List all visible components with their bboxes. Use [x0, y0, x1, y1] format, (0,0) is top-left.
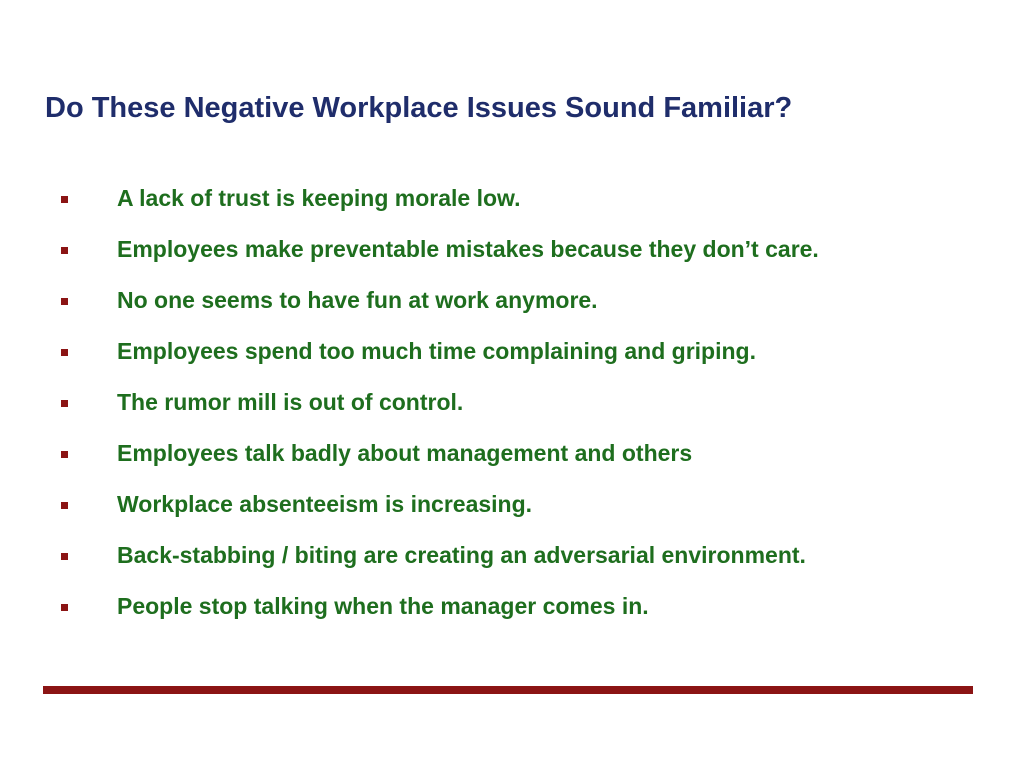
bullet-item [0, 277, 1024, 328]
bullet-item [0, 226, 1024, 277]
square-bullet-icon [61, 604, 68, 611]
bullet-item [0, 583, 1024, 634]
bullet-text: A lack of trust is keeping morale low. [117, 185, 521, 211]
bullet-list [0, 175, 1024, 634]
square-bullet-icon [61, 349, 68, 356]
bullet-item [0, 532, 1024, 583]
bullet-text: Back-stabbing / biting are creating an adversarial environment. [117, 542, 806, 568]
square-bullet-icon [61, 196, 68, 203]
bullet-text: The rumor mill is out of control. [117, 389, 464, 415]
slide-title: Do These Negative Workplace Issues Sound Familiar? [45, 92, 793, 124]
bullet-item [0, 175, 1024, 226]
square-bullet-icon [61, 451, 68, 458]
bullet-item [0, 328, 1024, 379]
square-bullet-icon [61, 247, 68, 254]
bullet-text: Workplace absenteeism is increasing. [117, 491, 533, 517]
bullet-item [0, 379, 1024, 430]
bullet-text: Employees spend too much time complaining and griping. [117, 338, 756, 364]
square-bullet-icon [61, 298, 68, 305]
bullet-text: People stop talking when the manager comes in. [117, 593, 649, 619]
bullet-item [0, 481, 1024, 532]
square-bullet-icon [61, 553, 68, 560]
square-bullet-icon [61, 400, 68, 407]
square-bullet-icon [61, 502, 68, 509]
bullet-text: Employees talk badly about management and others [117, 440, 693, 466]
footer-divider [43, 686, 973, 694]
bullet-text: Employees make preventable mistakes because they don’t care. [117, 236, 819, 262]
bullet-item [0, 430, 1024, 481]
bullet-text: No one seems to have fun at work anymore. [117, 287, 598, 313]
